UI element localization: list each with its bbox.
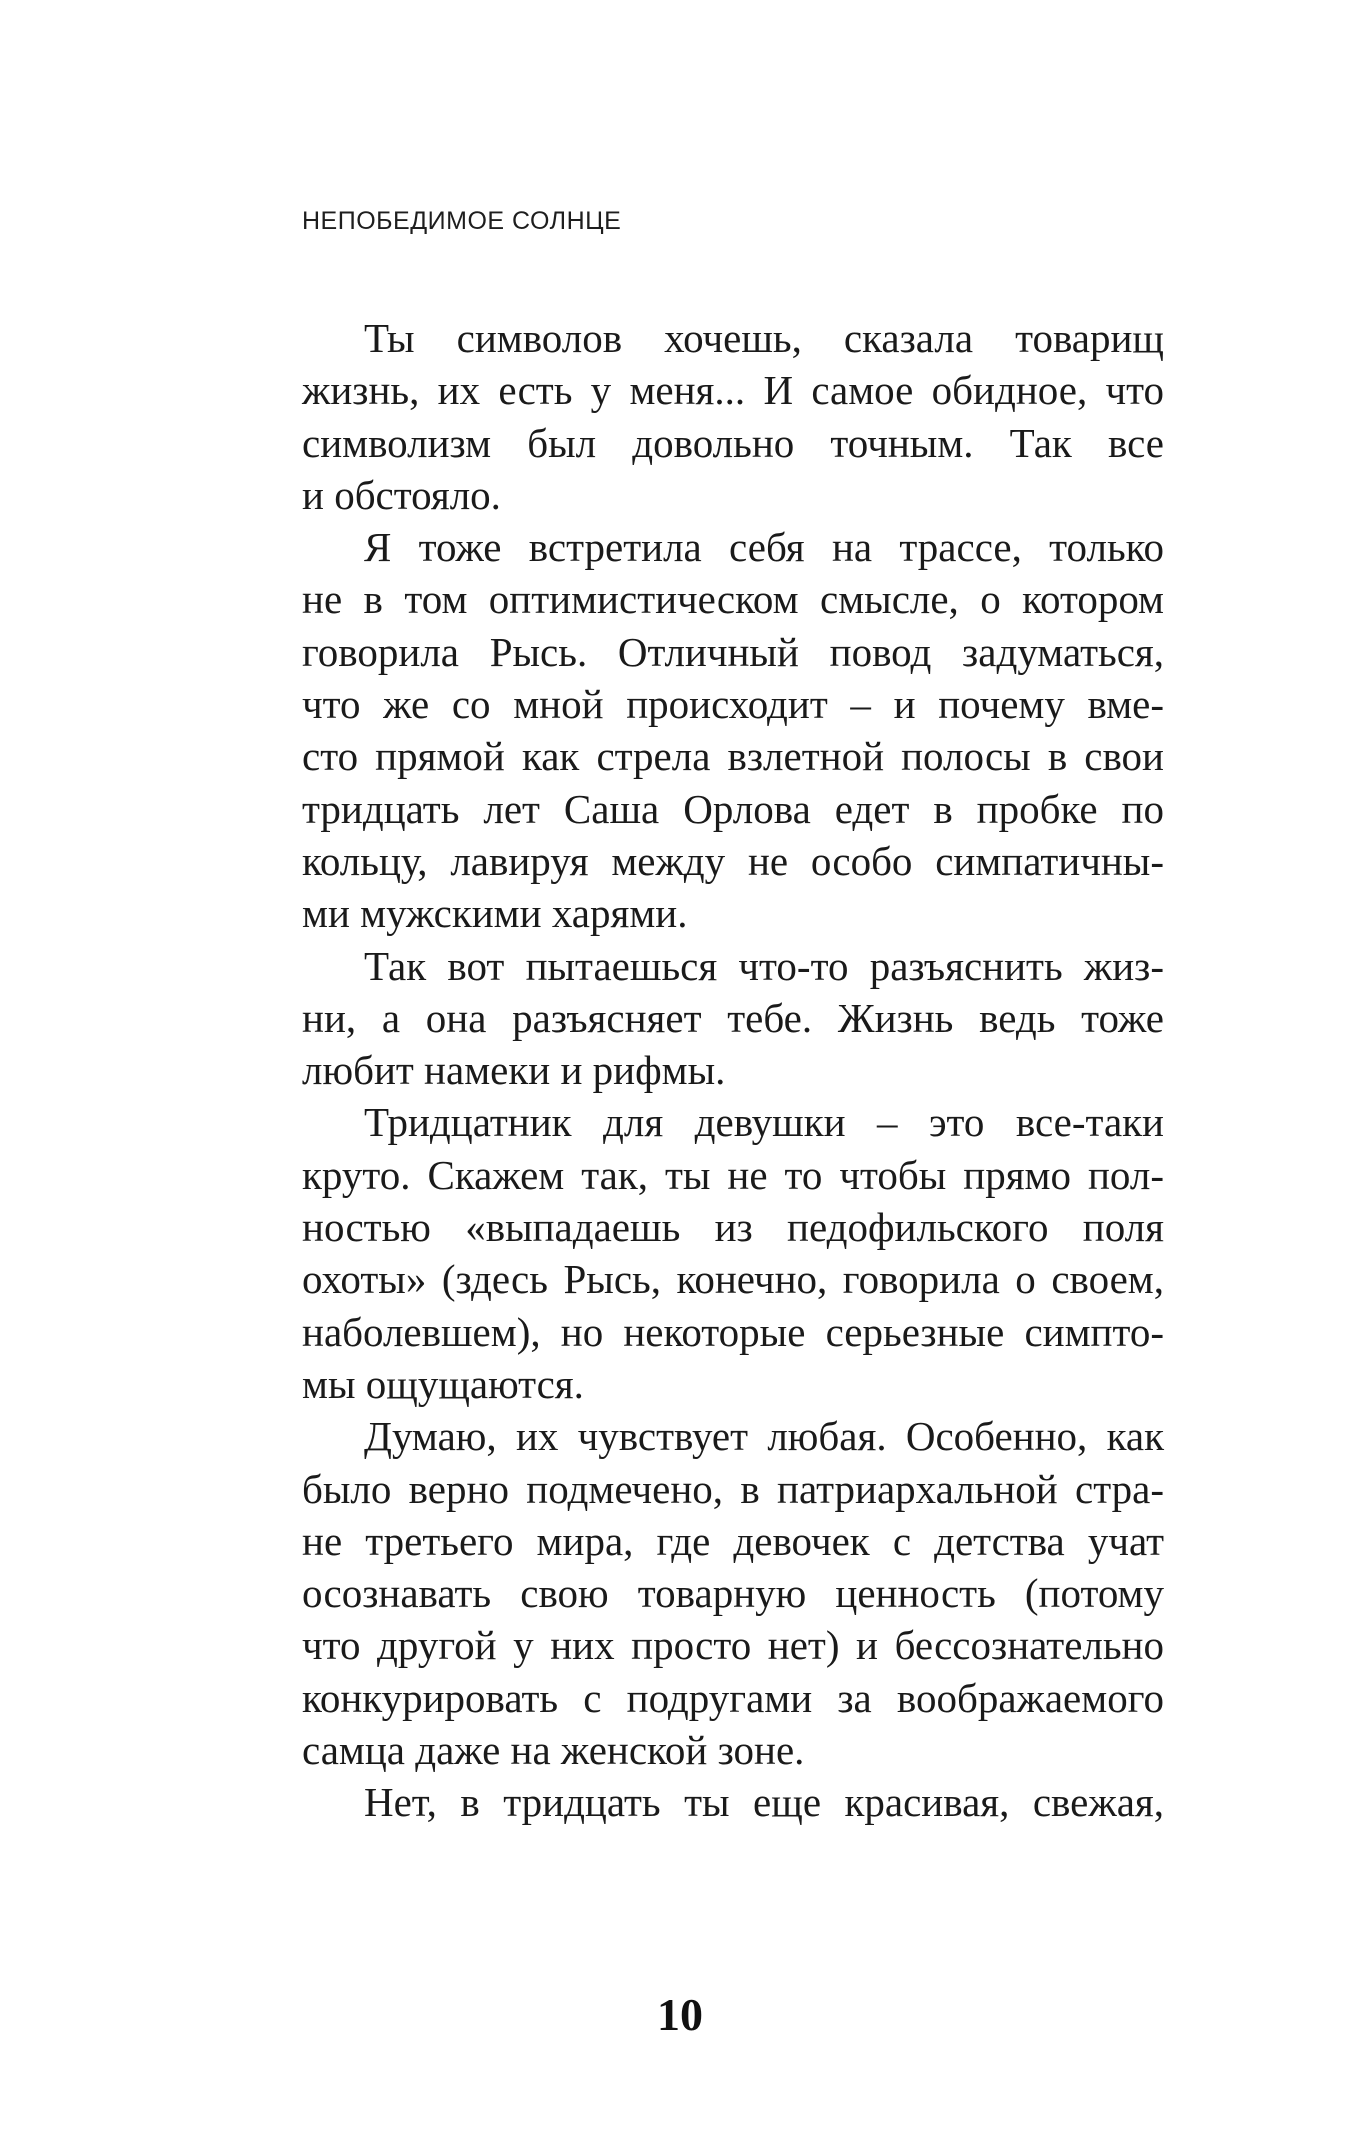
text-line: ни, а она разъясняет тебе. Жизнь ведь тоже <box>302 994 1164 1041</box>
text-line: говорила Рысь. Отличный повод задуматься, <box>302 628 1164 675</box>
text-line: ми мужскими харями. <box>302 890 688 937</box>
text-line: Ты символов хочешь, сказала товарищ <box>364 315 1164 361</box>
text-line: символизм был довольно точным. Так все <box>302 419 1164 466</box>
text-line: самца даже на женской зоне. <box>302 1727 805 1774</box>
paragraph-5 <box>302 1410 1164 1776</box>
text-line: Нет, в тридцать ты еще красивая, свежая, <box>364 1779 1164 1826</box>
text-line: Думаю, их чувствует любая. Особенно, как <box>364 1413 1164 1460</box>
paragraph-4 <box>302 1096 1164 1410</box>
text-line: осознавать свою товарную ценность (потому <box>302 1570 1164 1617</box>
paragraph-1 <box>302 312 1164 521</box>
text-line: охоты» (здесь Рысь, конечно, говорила о своем, <box>302 1256 1164 1303</box>
body-text <box>302 312 1164 1829</box>
text-line: не в том оптимистическом смысле, о котором <box>302 576 1164 623</box>
text-line: конкурировать с подругами за воображаемого <box>302 1674 1164 1721</box>
text-line: жизнь, их есть у меня... И самое обидное, что <box>302 367 1164 414</box>
text-line: сто прямой как стрела взлетной полосы в свои <box>302 733 1164 780</box>
text-line: Я тоже встретила себя на трассе, только <box>364 524 1164 571</box>
running-head: НЕПОБЕДИМОЕ СОЛНЦЕ <box>302 207 622 235</box>
text-line: ностью «выпадаешь из педофильского поля <box>302 1204 1164 1251</box>
text-line: наболевшем), но некоторые серьезные симпто- <box>302 1308 1164 1355</box>
text-line: что же со мной происходит – и почему вме- <box>302 681 1164 728</box>
text-line: и обстояло. <box>302 471 501 518</box>
text-line: любит намеки и рифмы. <box>302 1047 726 1094</box>
text-line: Тридцатник для девушки – это все-таки <box>364 1099 1164 1146</box>
text-line: не третьего мира, где девочек с детства учат <box>302 1517 1164 1564</box>
text-line: Так вот пытаешься что-то разъяснить жиз- <box>364 942 1164 989</box>
paragraph-2 <box>302 521 1164 939</box>
text-line: тридцать лет Саша Орлова едет в пробке по <box>302 785 1164 832</box>
paragraph-3 <box>302 940 1164 1097</box>
text-line: мы ощущаются. <box>302 1360 584 1407</box>
text-line: было верно подмечено, в патриархальной стра- <box>302 1465 1164 1512</box>
text-line: кольцу, лавируя между не особо симпатичны- <box>302 837 1164 884</box>
text-line: что другой у них просто нет) и бессознательно <box>302 1622 1164 1669</box>
paragraph-6 <box>302 1776 1164 1828</box>
text-line: круто. Скажем так, ты не то чтобы прямо пол- <box>302 1151 1164 1198</box>
page-number: 10 <box>657 1989 703 2040</box>
